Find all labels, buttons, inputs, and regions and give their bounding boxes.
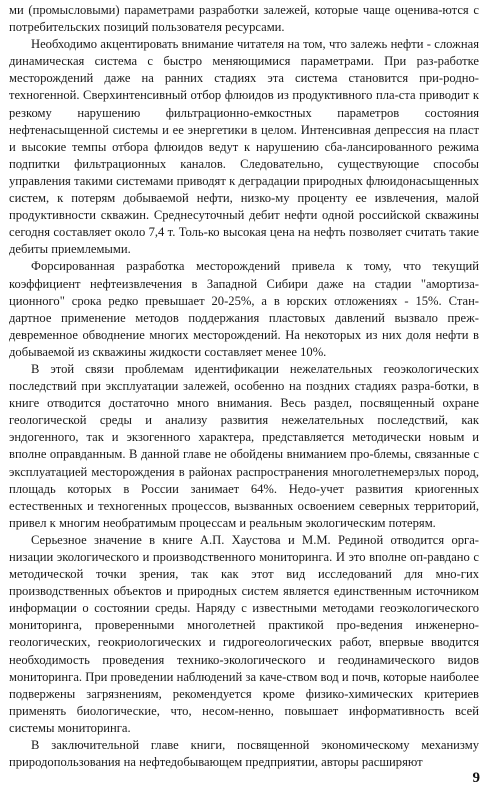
paragraph-continued: ми (промысловыми) параметрами разработки залежей, которые чаще оценива-ются с потребительских позиций пользователя ресурсами. bbox=[9, 3, 479, 35]
paragraph-oil-deposit-system: Необходимо акцентировать внимание читателя на том, что залежь нефти - сложная динамическая система с быстро меняющимися параметрами. При раз-работке месторождений даже на ранних стадиях эта система становится при-родно-техногенной. Сверхинтенсивный отбор флюидов из продуктивного пла-ста приводит к резкому нарушению фильтрационно-емкостных параметров состояния нефтенасыщенной системы и ее энергетики в целом. Интенсивная депрессия на пласт и высокие темпы отбора флюидов ведут к нарушению сба-лансированного режима подпитки фильтрационных каналов. Следовательно, существующие способы управления такими системами приводят к деградации природных флюидонасыщенных систем, к потерям добываемой нефти, низко-му проценту ее извлечения, малой продуктивности скважин. Среднесуточный дебит нефти одной российской скважины сегодня составляет около 7,4 т. Толь-ко высокая цена на нефть позволяет считать такие дебиты приемлемыми. bbox=[9, 37, 479, 257]
paragraph-forced-development: Форсированная разработка месторождений привела к тому, что текущий коэффициент нефтеизвлечения в Западной Сибири даже на стадии "амортиза-ционного" срока редко превышает 20-25%, а в юрских отложениях - 15%. Стан-дартное применение методов поддержания пластовых давлений вызвало преж-девременное обводнение многих месторождений. На некоторых из них доля нефти в добываемой из скважины жидкости составляет менее 10%. bbox=[9, 259, 479, 359]
paragraph-geoecological-consequences: В этой связи проблемам идентификации нежелательных геоэкологических последствий при эксплуатации залежей, особенно на поздних стадиях разра-ботки, в книге отводится достаточно много внимания. Весь раздел, посвященный охране геологической среды и анализу развития нежелательных последствий, как эндогенного, так и экзогенного характера, представляется методически новым и вполне оправданным. В данной главе не обойдены вниманием про-блемы, связанные с эксплуатацией месторождения в районах распространения многолетнемерзлых пород, площадь которых в России занимает 64%. Недо-учет развития криогенных естественных и техногенных процессов, вызванных освоением северных территорий, привел к многим необратимым процессам и реальным экологическим потерям. bbox=[9, 361, 479, 530]
paragraph-final-chapter: В заключительной главе книги, посвященной экономическому механизму природопользования на нефтедобывающем предприятии, авторы расширяют bbox=[9, 738, 479, 770]
paragraph-monitoring: Серьезное значение в книге А.П. Хаустова и М.М. Рединой отводится орга-низации экологического и производственного мониторинга. И это вполне оп-равдано с методической точки зрения, так как этот вид исследований для мно-гих производственных объектов и природных систем является единственным источником информации о состоянии среды. Наряду с известными методами геоэкологического мониторинга, проверенными многолетней практикой про-ведения инженерно-геологических, геокриологических и гидрогеологических работ, впервые вводится необходимость проведения технико-экологического и геодинамического видов мониторинга. При проведении наблюдений за каче-ством вод и почв, которые наиболее подвержены загрязнениям, рекомендуется кроме физико-химических критериев применять биологические, что, несом-ненно, повышает информативность всей системы мониторинга. bbox=[9, 532, 479, 735]
page-number: 9 bbox=[472, 770, 480, 786]
